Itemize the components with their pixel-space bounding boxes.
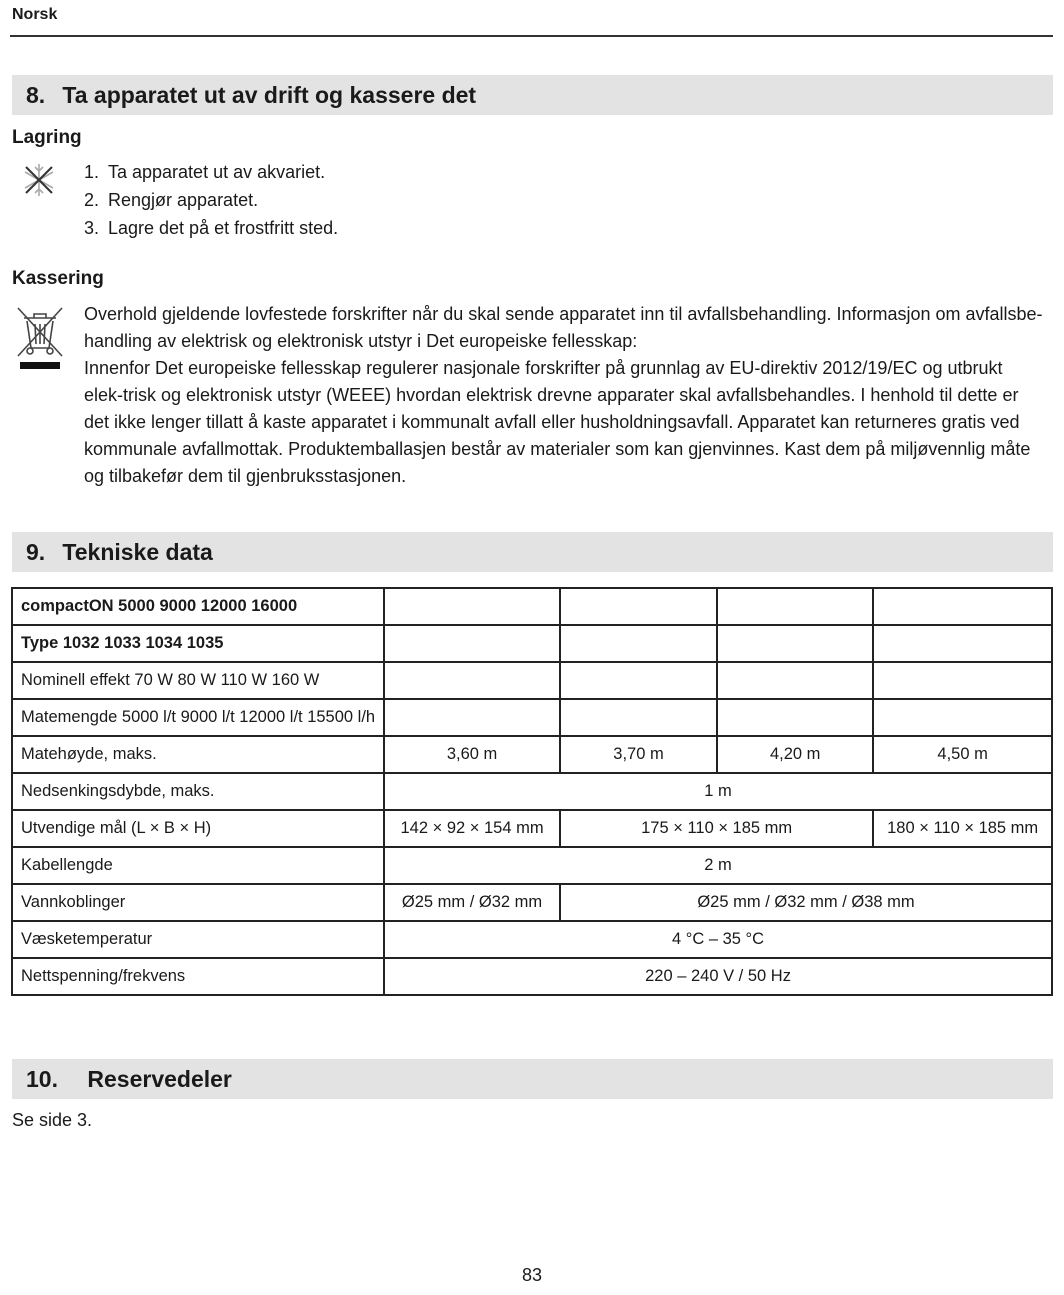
table-cell: Ø25 mm / Ø32 mm / Ø38 mm [560, 884, 1052, 921]
table-row [12, 625, 1052, 662]
table-row [12, 736, 1052, 773]
table-row [12, 773, 1052, 810]
table-row [12, 588, 1052, 625]
table-cell: Kabellengde [12, 847, 384, 884]
spare-parts-reference: Se side 3. [12, 1110, 93, 1130]
table-cell [717, 625, 873, 662]
table-cell [560, 662, 717, 699]
table-cell: Nettspenning/frekvens [12, 958, 384, 995]
table-cell: 4 °C – 35 °C [384, 921, 1052, 958]
table-row [12, 699, 1052, 736]
table-cell: compactON 5000 9000 12000 16000 [12, 588, 384, 625]
table-cell [873, 699, 1052, 736]
frost-free-icon [20, 161, 58, 204]
table-cell [560, 699, 717, 736]
section-10-title: Reservedeler [87, 1066, 232, 1092]
table-cell: 220 – 240 V / 50 Hz [384, 958, 1052, 995]
table-cell [384, 662, 560, 699]
table-cell: 175 × 110 × 185 mm [560, 810, 873, 847]
list-item: 3. Lagre det på et frostfritt sted. [84, 218, 339, 238]
table-row [12, 810, 1052, 847]
table-row [12, 921, 1052, 958]
table-row [12, 847, 1052, 884]
table-cell: Matemengde 5000 l/t 9000 l/t 12000 l/t 15500 l/h [12, 699, 384, 736]
table-cell: 3,70 m [560, 736, 717, 773]
table-cell [717, 588, 873, 625]
table-cell: 1 m [384, 773, 1052, 810]
table-cell: Utvendige mål (L × B × H) [12, 810, 384, 847]
section-8-number: 8. [26, 82, 46, 108]
technical-data-table [11, 587, 1053, 996]
section-9-heading [12, 532, 1053, 572]
section-10-heading [12, 1059, 1053, 1099]
header-language: Norsk [12, 6, 58, 23]
table-cell: Nominell effekt 70 W 80 W 110 W 160 W [12, 662, 384, 699]
disposal-paragraph-2: Innenfor Det europeiske fellesskap regulerer nasjonale forskrifter på grunnlag av EU-direktiv 2012/19/EC og utbrukt elek-trisk og elektronisk utstyr (WEEE) hvordan elektrisk drevne apparater skal avfallsbehandles. I henhold til dette er det ikke lenger tillatt å kaste apparatet i kommunalt avfall eller husholdningsavfall. Apparatet kan returneres gratis ved kommunale avfallmottak. Produktemballasjen består av materialer som kan gjenvinnes. Kast dem på miljøvennlig måte og tilbakefør dem til gjenbruksstasjonen. [84, 358, 1031, 486]
list-item: 1. Ta apparatet ut av akvariet. [84, 162, 326, 182]
table-cell: 3,60 m [384, 736, 560, 773]
table-cell: 2 m [384, 847, 1052, 884]
disposal-text [84, 301, 1044, 490]
section-8-title: Ta apparatet ut av drift og kassere det [62, 82, 477, 108]
storage-heading: Lagring [12, 127, 82, 148]
table-cell [560, 588, 717, 625]
table-cell [873, 588, 1052, 625]
page-number: 83 [521, 1265, 543, 1285]
table-cell: Væsketemperatur [12, 921, 384, 958]
table-cell: 4,50 m [873, 736, 1052, 773]
table-cell: Vannkoblinger [12, 884, 384, 921]
table-cell [384, 588, 560, 625]
table-cell: 180 × 110 × 185 mm [873, 810, 1052, 847]
table-cell: 4,20 m [717, 736, 873, 773]
table-cell: Matehøyde, maks. [12, 736, 384, 773]
table-cell [384, 699, 560, 736]
header-divider [10, 35, 1053, 37]
disposal-paragraph-1: Overhold gjeldende lovfestede forskrifter når du skal sende apparatet inn til avfallsbehandling. Informasjon om avfallsbe-handling av elektrisk og elektronisk utstyr i Det europeiske fellesskap: [84, 304, 1043, 351]
section-10-number: 10. [26, 1066, 58, 1092]
table-row [12, 884, 1052, 921]
section-8-heading [12, 75, 1053, 115]
table-cell [873, 662, 1052, 699]
table-cell: Ø25 mm / Ø32 mm [384, 884, 560, 921]
table-cell: Nedsenkingsdybde, maks. [12, 773, 384, 810]
table-cell: Type 1032 1033 1034 1035 [12, 625, 384, 662]
table-cell [873, 625, 1052, 662]
storage-steps [84, 158, 338, 242]
weee-crossed-bin-icon [14, 302, 66, 375]
list-item: 2. Rengjør apparatet. [84, 190, 259, 210]
table-cell [560, 625, 717, 662]
table-cell [717, 662, 873, 699]
section-9-number: 9. [26, 539, 46, 565]
table-row [12, 662, 1052, 699]
table-row [12, 958, 1052, 995]
section-9-title: Tekniske data [62, 539, 213, 565]
table-cell [384, 625, 560, 662]
table-cell: 142 × 92 × 154 mm [384, 810, 560, 847]
table-cell [717, 699, 873, 736]
disposal-heading: Kassering [12, 268, 104, 289]
